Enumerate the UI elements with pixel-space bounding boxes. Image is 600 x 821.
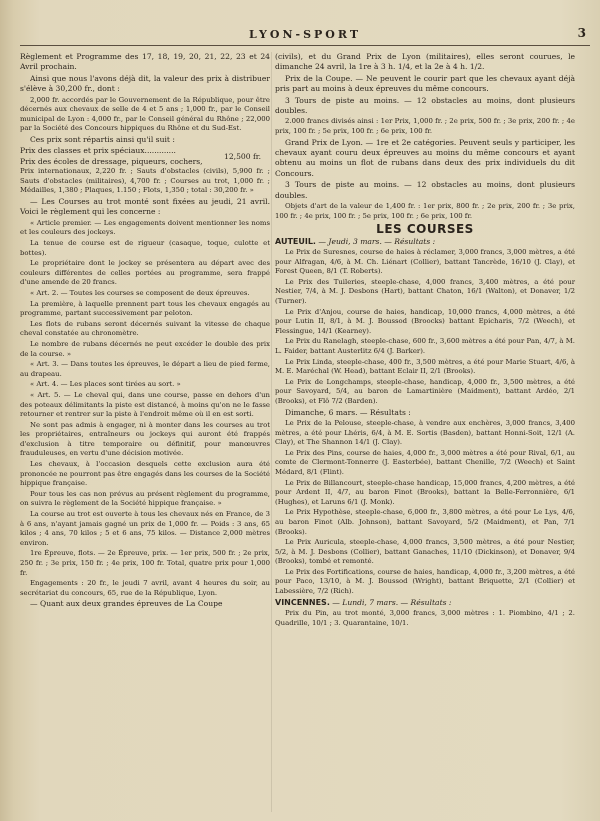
paragraph: Le Prix des Fortifications, course de haies, handicap, 4,000 fr., 3,200 mètres, a été pour Paco, 13/10, à M. J. Boussod (Wright), battant Briquette, 2/1 (Collier) et Labessière, 7/2 (Rich).: [275, 567, 575, 596]
paragraph: La première, à laquelle prennent part tous les chevaux engagés au programme, partant successivement par peloton.: [20, 299, 270, 318]
paragraph: Pour tous les cas non prévus au présent règlement du programme, on suivra le règlement de la Société hippique française. »: [20, 489, 270, 508]
paragraph: « Art. 5. — Le cheval qui, dans une course, passe en dehors d'un des poteaux délimitants la piste est distancé, à moins qu'on ne le fasse retourner et rentrer sur la piste à l'endroit même où il en est sorti.: [20, 390, 270, 419]
paragraph: Règlement et Programme des 17, 18, 19, 20, 21, 22, 23 et 24 Avril prochain.: [20, 52, 270, 72]
paragraph: 3 Tours de piste au moins. — 12 obstacles au moins, dont plusieurs doubles.: [275, 180, 575, 200]
paragraph: Prix du Pin, au trot monté, 3,000 francs, 3,000 mètres : 1. Piombino, 4/1 ; 2. Quadrille, 10/1 ; 3. Quarantaine, 10/1.: [275, 609, 575, 627]
paragraph: 2,000 fr. accordés par le Gouvernement de la République, pour être décernés aux chevaux de selle de 4 et 5 ans ; 1,000 fr., par le Conseil municipal de Lyon : 4,000 fr., par le Conseil général du Rhône ; 22,000 par la Société des Concours hippiques du Rhône et du Sud-Est.: [20, 95, 270, 133]
paragraph: « Art. 3. — Dans toutes les épreuves, le départ a lieu de pied ferme, au drapeau.: [20, 360, 270, 378]
left-column: [20, 52, 270, 611]
paragraph: Ainsi que nous l'avons déjà dit, la valeur des prix à distribuer s'élève à 30,200 fr., dont :: [20, 73, 270, 94]
paragraph: La course au trot est ouverte à tous les chevaux nés en France, de 3 à 6 ans, n'ayant jamais gagné un prix de 1,000 fr. — Poids : 3 ans, 65 kilos ; 4 ans, 70 kilos ; 5 et 6 ans, 75 kilos. — Distance 2,000 mètres environ.: [20, 510, 270, 547]
masthead: LYON-SPORT: [248, 28, 362, 41]
paragraph: Le Prix du Ranelagh, steeple-chase, 600 fr., 3,600 mètres a été pour Pan, 4/7, à M. L. Faider, battant Austerlitz 6/4 (J. Barker).: [275, 337, 575, 355]
column-divider: [271, 52, 272, 812]
paragraph: Engagements : 20 fr., le jeudi 7 avril, avant 4 heures du soir, au secrétariat du concours, 65, rue de la République, Lyon.: [20, 579, 270, 597]
paragraph: Le Prix de Suresnes, course de haies à réclamer, 3,000 francs, 3,000 mètres, a été pour Alfragan, 4/6, à M. Ch. Liénart (Collier), battant Tancrède, 16/10 (J. Clay), et Forest Queen, 8/1 (T. Roberts).: [275, 248, 575, 276]
venue-date: — Lundi, 7 mars. — Résultats :: [329, 597, 452, 607]
paragraph: Prix internationaux, 2,220 fr. ; Sauts d'obstacles (civils), 5,900 fr. ; Sauts d'obstacles (militaires), 4,700 fr. ; Courses au trot, 1,000 fr. ; Médailles, 1,380 ; Plaques, 1.150 ; Flots, 1,350 ; total : 30,200 fr. »: [20, 167, 270, 195]
paragraph: Le Prix des Tuileries, steeple-chase, 4,000 francs, 3,400 mètres, a été pour Nestier, 7/4, à M. J. Desbons (Hart), battant Chaton, 16/1 (Walton), et Donaver, 1/2 (Turner).: [275, 277, 575, 306]
paragraph: Le Prix de Longchamps, steeple-chase, handicap, 4,000 fr., 3,500 mètres, a été pour Savoyard, 5/4, au baron de Lamartinière (Maidment), battant Ardéo, 2/1 (Brooks), et Flô 7/2 (Barden).: [275, 377, 575, 405]
venue-name: AUTEUIL.: [275, 236, 316, 246]
paragraph: Le Prix d'Anjou, course de haies, handicap, 10,000 francs, 4,000 mètres, a été pour Lutin II, 8/1, à M. J. Boussod (Broocks) battant Epicharis, 7/2 (Weech), et Flessingue, 14/1 (Kearney).: [275, 307, 575, 335]
paragraph: Le Prix de la Pelouse, steeple-chase, à vendre aux enchères, 3,000 francs, 3,400 mètres, a été pour Lhéris, 6/4, à M. E. Sortis (Basden), battant Honni-Soit, 12/1 (A. Clay), et The Shannon 14/1 (J. Clay).: [275, 418, 575, 447]
paragraph: (civils), et du Grand Prix de Lyon (militaires), elles seront courues, le dimanche 24 avril, la 1re à 3 h. 1/4, et la 2e à 4 h. 1/2.: [275, 52, 575, 72]
paragraph: — Quant aux deux grandes épreuves de La Coupe: [30, 599, 223, 609]
paragraph: « Art. 2. — Toutes les courses se composent de deux épreuves.: [30, 288, 250, 297]
paragraph: Les chevaux, à l'occasion desquels cette exclusion aura été prononcée ne pourront pas être engagés dans les courses de la Société hippique française.: [20, 460, 270, 488]
paragraph: La tenue de course est de rigueur (casaque, toque, culotte et bottes).: [20, 239, 270, 257]
section-title: LES COURSES: [376, 222, 474, 237]
paragraph: « Art. 4. — Les places sont tirées au sort. »: [30, 380, 181, 389]
paragraph: Prix de la Coupe. — Ne peuvent le courir part que les chevaux ayant déjà pris part au moins à deux épreuves du même concours.: [275, 73, 575, 94]
prize-amount: 12,500 fr.: [224, 151, 262, 161]
paragraph: — Les Courses au trot monté sont fixées au jeudi, 21 avril. Voici le règlement qui les concerne :: [20, 197, 270, 217]
paragraph: Le Prix Auricula, steeple-chase, 4,000 francs, 3,500 mètres, a été pour Nestier, 5/2, à M. J. Desbons (Collier), battant Ganaches, 11/10 (Dickinson), et Donaver, 9/4 (Brooks), tombé et remonté.: [275, 538, 575, 566]
venue-name: VINCENNES.: [275, 597, 330, 607]
paragraph: Le Prix Hypothèse, steeple-chase, 6,000 fr., 3,800 mètres, a été pour Le Lys, 4/6, au baron Finot (Alb. Johnson), battant Savoyard, 5/2 (Maidment), et Pan, 7/1 (Brooks).: [275, 508, 575, 536]
page-header: [20, 28, 590, 46]
venue-heading: [275, 237, 575, 247]
paragraph: 2.000 francs divisés ainsi : 1er Prix, 1,000 fr. ; 2e prix, 500 fr. ; 3e prix, 200 fr. ; 4e prix, 100 fr. ; 5e prix, 100 fr. ; 6e prix, 100 fr.: [275, 117, 575, 136]
venue-date: — Jeudi, 3 mars. — Résultats :: [315, 236, 436, 246]
paragraph: 3 Tours de piste au moins. — 12 obstacles au moins, dont plusieurs doubles.: [275, 95, 575, 116]
venue-heading: [275, 598, 575, 608]
prize-brace-lines: [20, 146, 220, 167]
paragraph: Ne sont pas admis à engager, ni à monter dans les courses au trot les propriétaires, entraîneurs ou jockeys qui auront été frappés d'exclusion à titre temporaire ou définitif, pour manœuvres frauduleuses, en vertu d'une décision motivée.: [20, 420, 270, 458]
paragraph: Le nombre de rubans décernés ne peut excéder le double des prix de la course. »: [20, 339, 270, 358]
prize-line: Prix des écoles de dressage, piqueurs, cochers,: [20, 156, 203, 166]
paragraph: Le Prix de Billancourt, steeple-chase handicap, 15,000 francs, 4,200 mètres, a été pour Ardent II, 4/7, au baron Finot (Brooks), battant la Belle-Ferronnière, 6/1 (Hughes), et Laruns 6/1 (J. Monk).: [275, 478, 575, 506]
page-number: 3: [577, 26, 586, 40]
prize-line: Prix des classes et prix spéciaux.............: [20, 146, 176, 156]
paragraph: Grand Prix de Lyon. — 1re et 2e catégories. Peuvent seuls y participer, les chevaux ayant couru deux épreuves au moins du même concours et ayant obtenu au moins un flot de rubans dans deux des prix individuels du dit Concours.: [275, 137, 575, 178]
right-column: [275, 52, 575, 629]
paragraph: 1re Épreuve, flots. — 2e Épreuve, prix. — 1er prix, 500 fr. ; 2e prix, 250 fr. ; 3e prix, 150 fr. ; 4e prix, 100 fr. Total, quatre prix pour 1,000 fr.: [20, 549, 270, 577]
paragraph: Le Prix Linda, steeple-chase, 400 fr., 3,500 mètres, a été pour Marie Stuart, 4/6, à M. E. Maréchal (W. Head), battant Eclair II, 2/1 (Brooks).: [275, 357, 575, 376]
paragraph: « Article premier. — Les engagements doivent mentionner les noms et les couleurs des jockeys.: [20, 218, 270, 237]
paragraph: Dimanche, 6 mars. — Résultats :: [285, 407, 411, 417]
prize-brace: [20, 146, 270, 167]
paragraph: Les flots de rubans seront décernés suivant la vitesse de chaque cheval constatée au chronomètre.: [20, 319, 270, 338]
paragraph: Objets d'art de la valeur de 1,400 fr. : 1er prix, 800 fr. ; 2e prix, 200 fr. ; 3e prix, 100 fr. ; 4e prix, 100 fr. ; 5e prix, 100 fr. ; 6e prix, 100 fr.: [275, 202, 575, 220]
paragraph: Le Prix des Pins, course de haies, 4,000 fr., 3,000 mètres a été pour Rival, 6/1, au comte de Clermont-Tonnerre (J. Easterbée), battant Chenille, 7/2 (Weech) et Saint Médard, 8/1 (Flint).: [275, 448, 575, 476]
paragraph: Ces prix sont répartis ainsi qu'il suit :: [30, 135, 175, 144]
paragraph: Le propriétaire dont le jockey se présentera au départ avec des couleurs différentes de celles portées au programme, sera frappé d'une amende de 20 francs.: [20, 259, 270, 287]
